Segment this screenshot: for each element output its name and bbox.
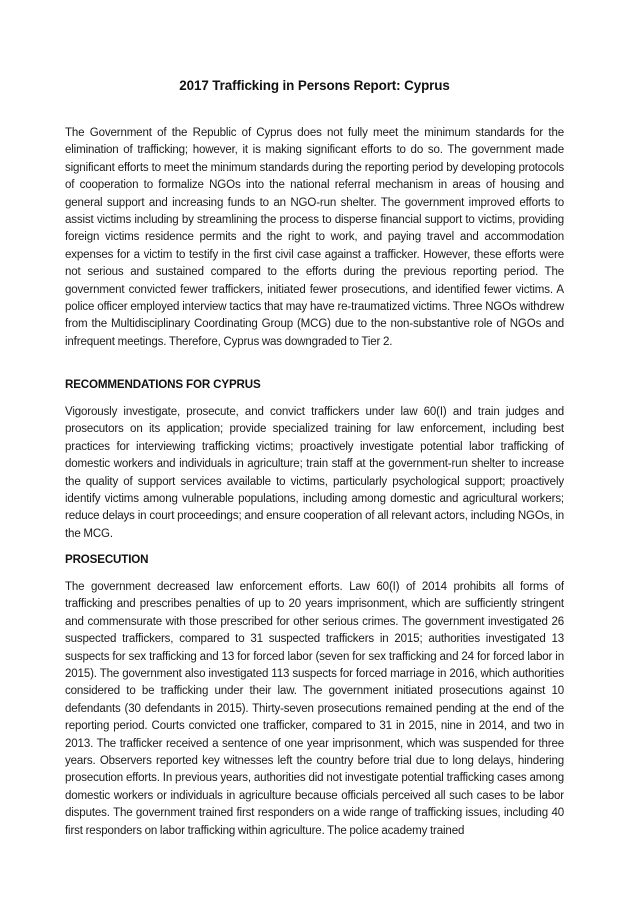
document-title: 2017 Trafficking in Persons Report: Cyprus bbox=[179, 78, 450, 93]
intro-paragraph: The Government of the Republic of Cyprus does not fully meet the minimum standards for the elimination of trafficking; however, it is making significant efforts to do so. The government made significant efforts to meet the minimum standards during the reporting period by developing protocols of cooperation to formalize NGOs into the national referral mechanism in areas of housing and general support and increasing funds to an NGO-run shelter. The government improved efforts to assist victims including by streamlining the process to disperse financial support to victims, providing foreign victims residence permits and the right to work, and paying travel and accommodation expenses for a victim to testify in the first civil case against a trafficker. However, these efforts were not serious and sustained compared to the efforts during the previous reporting period. The government convicted fewer traffickers, initiated fewer prosecutions, and identified fewer victims. A police officer employed interview tactics that may have re-traumatized victims. Three NGOs withdrew from the Multidisciplinary Coordinating Group (MCG) due to the non-substantive role of NGOs and infrequent meetings. Therefore, Cyprus was downgraded to Tier 2. bbox=[65, 127, 564, 348]
section-heading-prosecution: PROSECUTION bbox=[65, 553, 149, 566]
recommendations-paragraph: Vigorously investigate, prosecute, and convict traffickers under law 60(I) and train judges and prosecutors on its application; provide specialized training for law enforcement, including best practices for interviewing trafficking victims; proactively investigate potential labor trafficking of domestic workers and individuals in agriculture; train staff at the government-run shelter to increase the quality of support services available to victims, particularly psychological support; proactively identify victims among vulnerable populations, including among domestic and agricultural workers; reduce delays in court proceedings; and ensure cooperation of all relevant actors, including NGOs, in the MCG. bbox=[65, 406, 564, 540]
prosecution-paragraph: The government decreased law enforcement efforts. Law 60(I) of 2014 prohibits all forms of trafficking and prescribes penalties of up to 20 years imprisonment, which are sufficiently stringent and commensurate with those prescribed for other serious crimes. The government investigated 26 suspected traffickers, compared to 31 suspected traffickers in 2015; authorities investigated 13 suspects for sex trafficking and 13 for forced labor (seven for sex trafficking and 24 for forced labor in 2015). The government also investigated 113 suspects for forced marriage in 2016, which authorities considered to be trafficking under their law. The government initiated prosecutions against 10 defendants (30 defendants in 2015). Thirty-seven prosecutions remained pending at the end of the reporting period. Courts convicted one trafficker, compared to 31 in 2015, nine in 2014, and two in 2013. The trafficker received a sentence of one year imprisonment, which was suspended for three years. Observers reported key witnesses left the country before trial due to long delays, hindering prosecution efforts. In previous years, authorities did not investigate potential trafficking cases among domestic workers or individuals in agriculture because officials perceived all such cases to be labor disputes. The government trained first responders on a wide range of trafficking issues, including 40 first responders on labor trafficking within agriculture. The police academy trained bbox=[65, 581, 564, 837]
section-heading-recommendations: RECOMMENDATIONS FOR CYPRUS bbox=[65, 378, 261, 391]
